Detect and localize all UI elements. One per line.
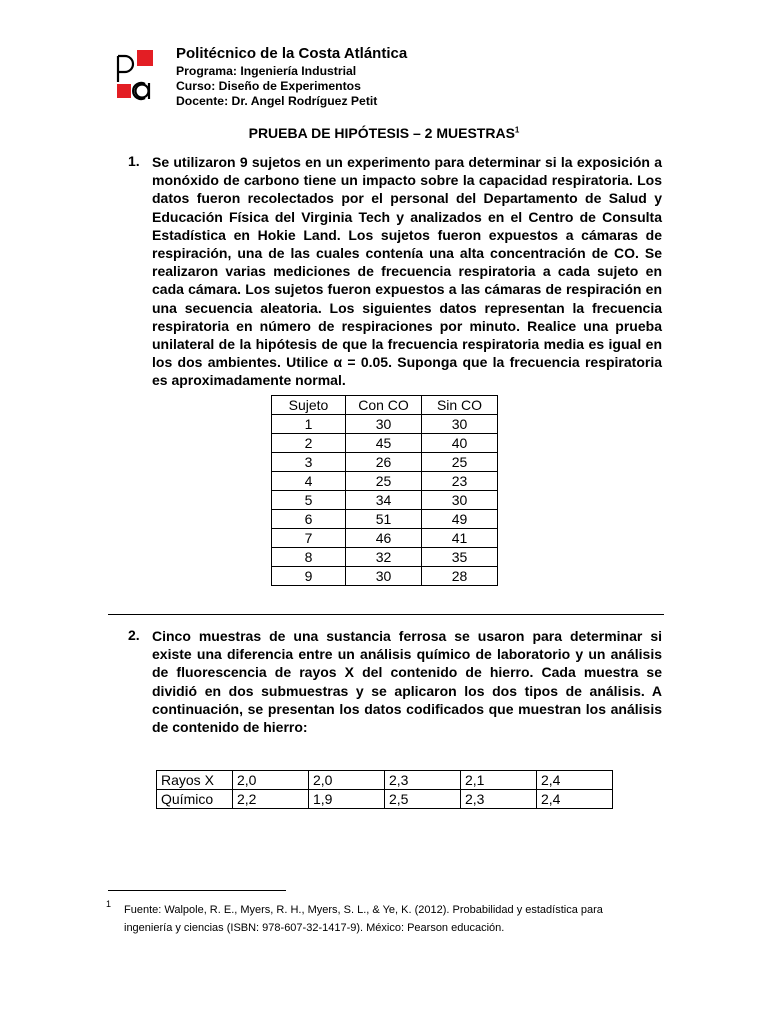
table-cell: 25 <box>346 472 422 491</box>
table-cell: 46 <box>346 529 422 548</box>
question-2-number: 2. <box>128 627 140 643</box>
table-cell: 2,4 <box>537 771 613 790</box>
header-sin-co: Sin CO <box>422 396 498 415</box>
question-2-text: Cinco muestras de una sustancia ferrosa se usaron para determinar si existe una diferencia entre un análisis químico de laboratorio y un análisis de fluorescencia de rayos X del contenido de hierro. Cada muestra se dividió en dos submuestras y se aplicaron los dos tipos de análisis. A continuación, se presentan los datos codificados que muestran los análisis de contenido de hierro: <box>152 628 662 736</box>
table-cell: 30 <box>346 415 422 434</box>
table-cell: 2,2 <box>233 790 309 809</box>
table-cell: 9 <box>272 567 346 586</box>
table-row <box>272 434 498 453</box>
question-1-number: 1. <box>128 153 140 169</box>
table-cell: 2,3 <box>385 771 461 790</box>
table-cell: 51 <box>346 510 422 529</box>
table-cell: 1 <box>272 415 346 434</box>
table-cell: 2,4 <box>537 790 613 809</box>
section-divider <box>108 614 664 615</box>
row-label: Químico <box>157 790 233 809</box>
table-cell: 4 <box>272 472 346 491</box>
header-con-co: Con CO <box>346 396 422 415</box>
table-cell: 2,0 <box>309 771 385 790</box>
table-cell: 32 <box>346 548 422 567</box>
table-cell: 28 <box>422 567 498 586</box>
table-header-row <box>272 396 498 415</box>
title-footnote-mark: 1 <box>514 125 520 135</box>
table-row <box>272 472 498 491</box>
table-cell: 30 <box>422 415 498 434</box>
table-row <box>272 510 498 529</box>
footnote-number: 1 <box>106 899 112 909</box>
table-cell: 2,3 <box>461 790 537 809</box>
table-cell: 30 <box>346 567 422 586</box>
table-row <box>272 453 498 472</box>
table-cell: 45 <box>346 434 422 453</box>
table-cell: 5 <box>272 491 346 510</box>
table-row <box>272 548 498 567</box>
table-cell: 35 <box>422 548 498 567</box>
table-cell: 41 <box>422 529 498 548</box>
table-cell: 2,5 <box>385 790 461 809</box>
table-cell: 23 <box>422 472 498 491</box>
table-cell: 34 <box>346 491 422 510</box>
table-row <box>157 790 613 809</box>
table-cell: 7 <box>272 529 346 548</box>
table-cell: 8 <box>272 548 346 567</box>
breathing-rate-table <box>271 395 498 586</box>
table-row <box>272 415 498 434</box>
row-label: Rayos X <box>157 771 233 790</box>
title-text: PRUEBA DE HIPÓTESIS – 2 MUESTRAS <box>248 125 515 141</box>
institution-logo <box>115 48 159 102</box>
document-title <box>0 125 768 141</box>
table-row <box>272 529 498 548</box>
table-cell: 40 <box>422 434 498 453</box>
table-cell: 1,9 <box>309 790 385 809</box>
table-row <box>272 491 498 510</box>
table-cell: 49 <box>422 510 498 529</box>
teacher-line: Docente: Dr. Angel Rodríguez Petit <box>176 94 378 108</box>
header-sujeto: Sujeto <box>272 396 346 415</box>
program-line: Programa: Ingeniería Industrial <box>176 64 357 78</box>
table-cell: 25 <box>422 453 498 472</box>
table-cell: 30 <box>422 491 498 510</box>
table-cell: 2,1 <box>461 771 537 790</box>
table-cell: 26 <box>346 453 422 472</box>
iron-content-table <box>156 770 613 809</box>
question-1-text: Se utilizaron 9 sujetos en un experimento para determinar si la exposición a monóxido de carbono tiene un impacto sobre la capacidad respiratoria. Los datos fueron recolectados por el personal del Departamento de Salud y Educación Física del Virginia Tech y analizados en el Centro de Consulta Estadística en Hokie Land. Los sujetos fueron expuestos a cámaras de respiración, una de las cuales contenía una alta concentración de CO. Se realizaron varias mediciones de frecuencia respiratoria a cada sujeto en cada cámara. Los sujetos fueron expuestos a las cámaras de respiración en una secuencia aleatoria. Los siguientes datos representan la frecuencia respiratoria en número de respiraciones por minuto. Realice una prueba unilateral de la hipótesis de que la frecuencia respiratoria media es igual en los dos ambientes. Utilice α = 0.05. Suponga que la frecuencia respiratoria es aproximadamente normal. <box>152 154 662 389</box>
table-row <box>157 771 613 790</box>
footnote-text: Fuente: Walpole, R. E., Myers, R. H., Myers, S. L., & Ye, K. (2012). Probabilidad y estadística para ingeniería y ciencias (ISBN: 978-607-32-1417-9). México: Pearson educación. <box>124 904 603 934</box>
institution-name: Politécnico de la Costa Atlántica <box>176 45 408 62</box>
course-line: Curso: Diseño de Experimentos <box>176 79 361 93</box>
table-cell: 2 <box>272 434 346 453</box>
footnote-rule <box>108 890 286 891</box>
table-row <box>272 567 498 586</box>
table-cell: 6 <box>272 510 346 529</box>
table-cell: 2,0 <box>233 771 309 790</box>
table-cell: 3 <box>272 453 346 472</box>
